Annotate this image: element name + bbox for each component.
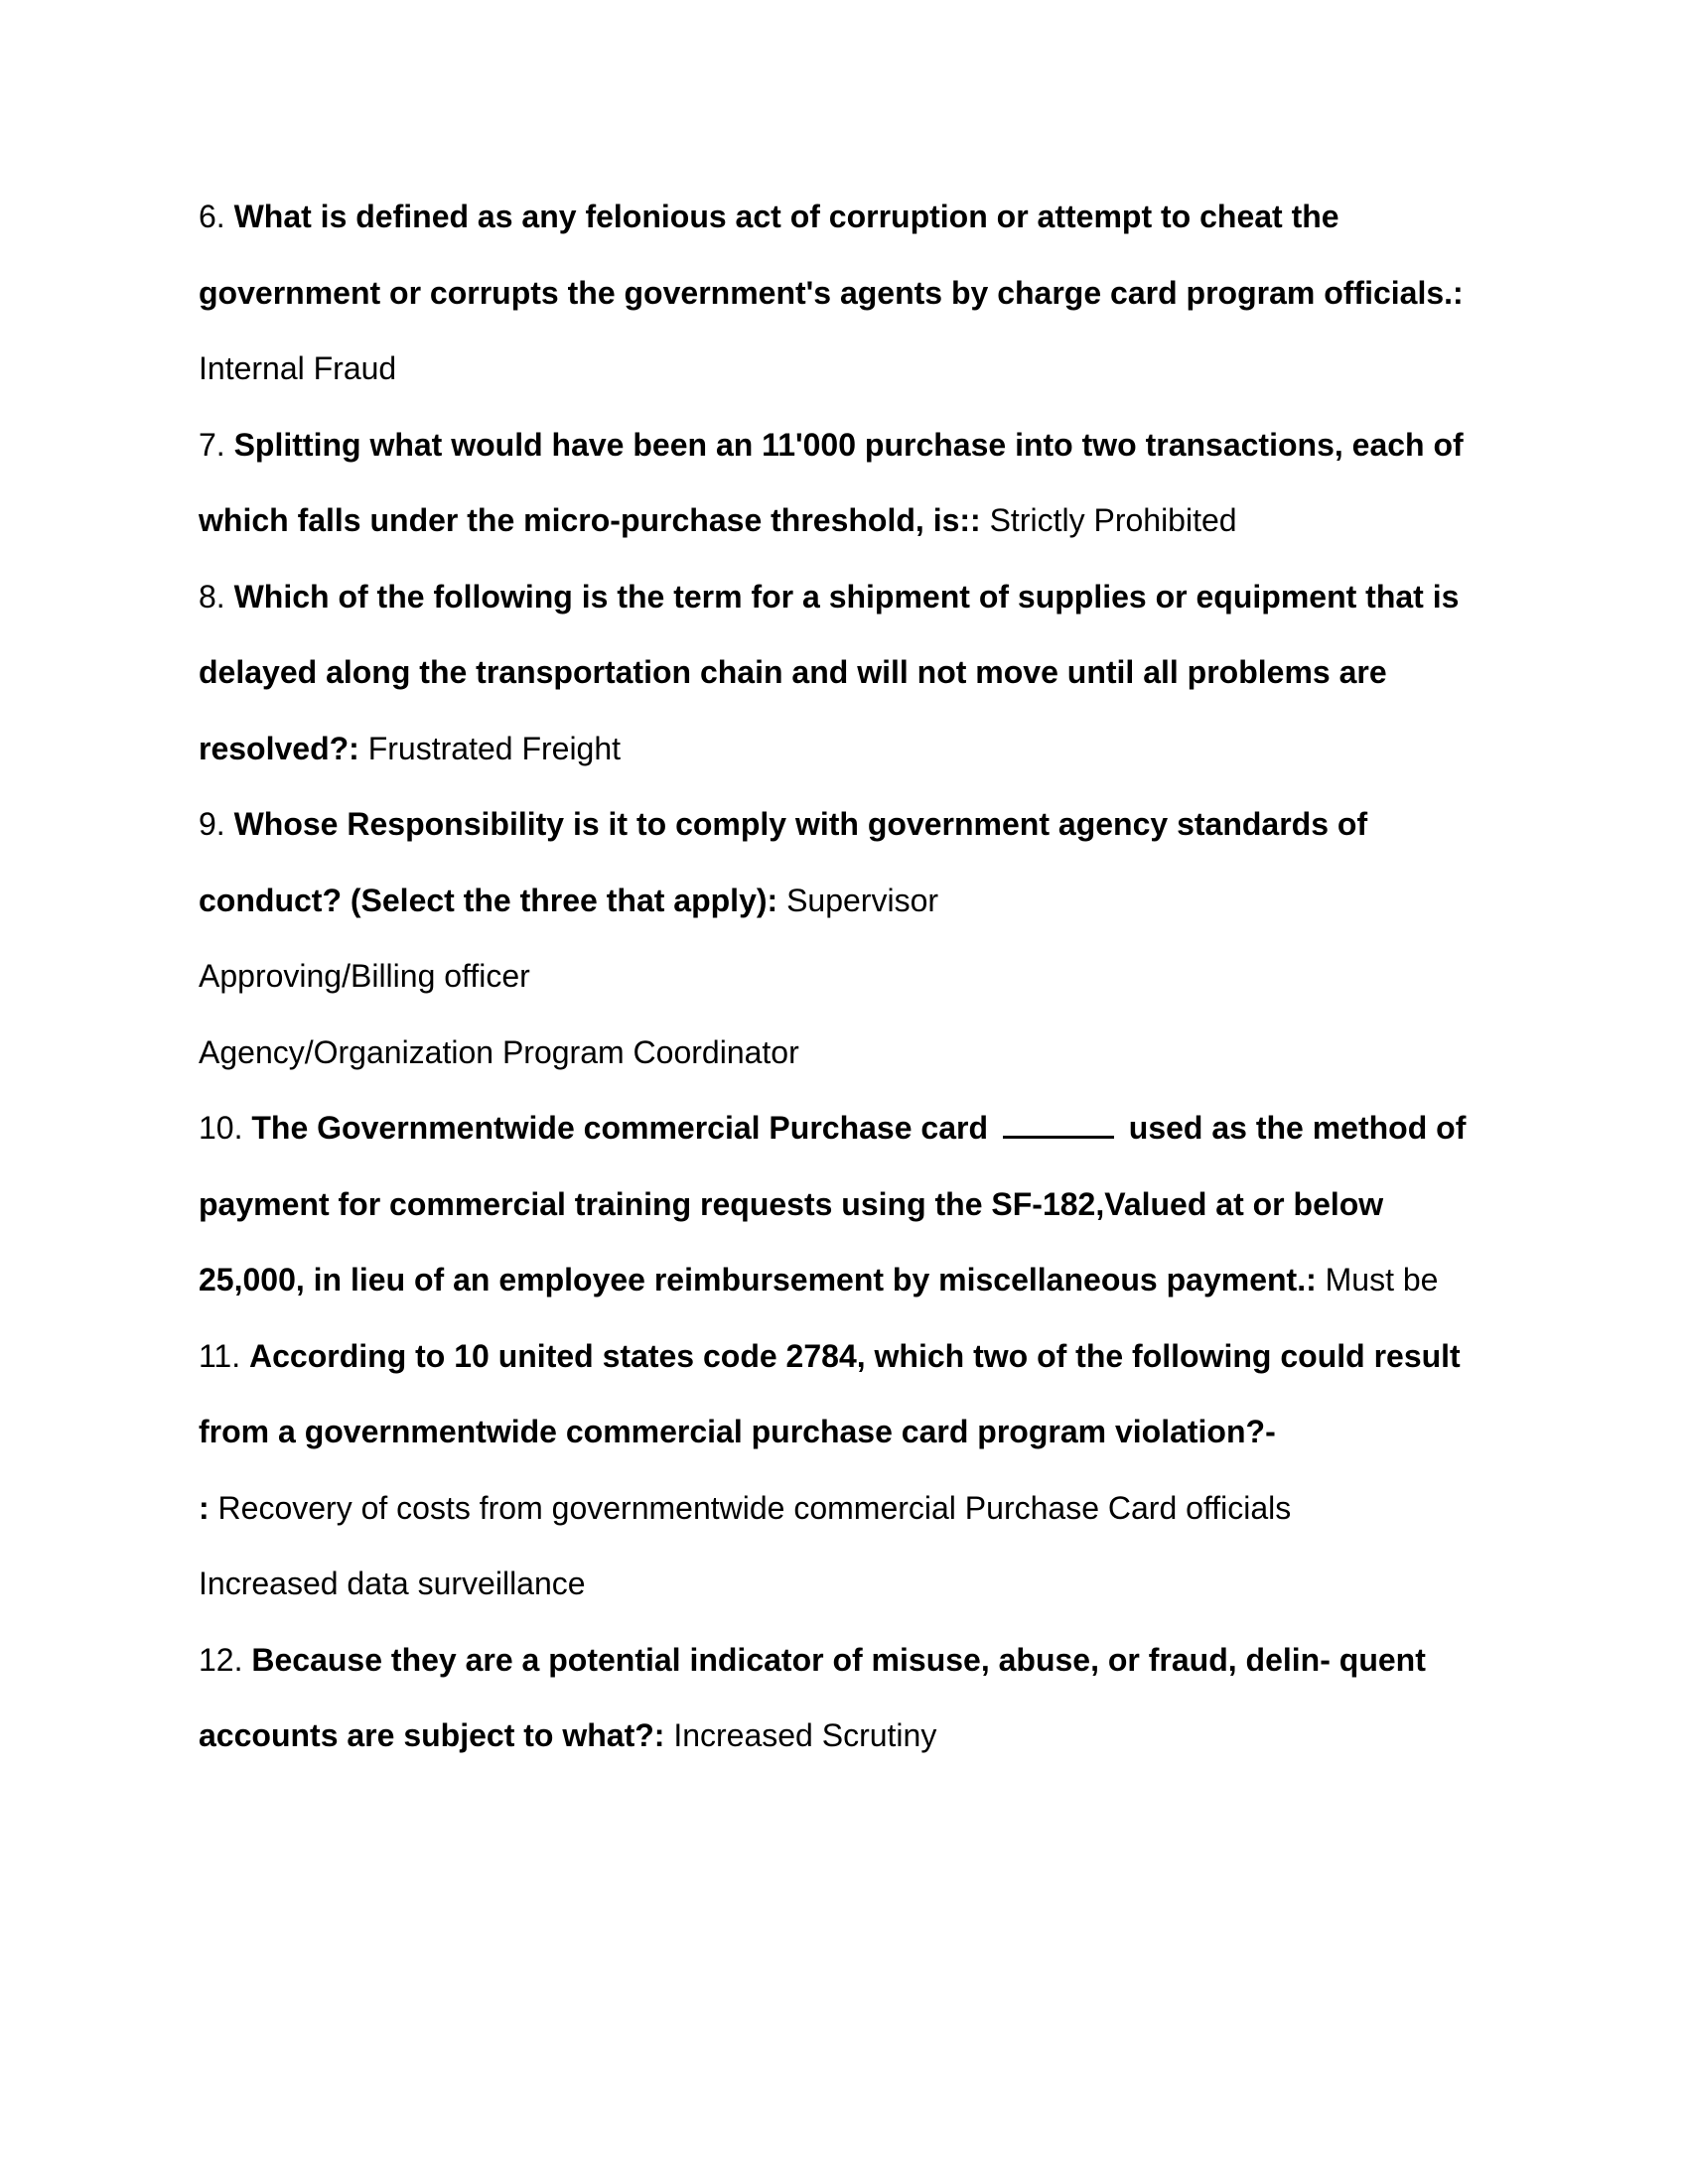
question-text-part1: The Governmentwide commercial Purchase card [251, 1110, 988, 1146]
question-text-tail: : [199, 1489, 210, 1526]
question-text: What is defined as any felonious act of corruption or attempt to cheat the government or corrupts the government's agents by charge card program officials.: [199, 199, 1464, 311]
question-9 [199, 786, 1489, 938]
answer-text: Strictly Prohibited [989, 502, 1237, 538]
question-7 [199, 407, 1489, 559]
question-text: According to 10 united states code 2784, which two of the following could result from a governmentwide commercial purchase card program violation?- [199, 1337, 1461, 1449]
answer-line [199, 1470, 1489, 1547]
question-11 [199, 1318, 1489, 1470]
answer-line: Increased data surveillance [199, 1566, 586, 1601]
question-number: 12. [199, 1641, 243, 1678]
question-number: 8. [199, 578, 225, 614]
fill-in-blank [1003, 1112, 1114, 1139]
answer-text: Increased Scrutiny [673, 1717, 937, 1753]
question-number: 6. [199, 199, 225, 234]
question-text: Whose Responsibility is it to comply with government agency standards of conduct? (Select the three that apply): [199, 806, 1368, 918]
question-6 [199, 179, 1489, 407]
question-number: 7. [199, 426, 225, 463]
question-8 [199, 559, 1489, 787]
question-number: 9. [199, 806, 225, 842]
answer-text: Supervisor [786, 882, 939, 918]
answer-text: Internal Fraud [199, 350, 397, 386]
answer-text: Must be [1325, 1262, 1439, 1297]
question-number: 11. [199, 1337, 241, 1374]
question-number: 10. [199, 1110, 243, 1146]
question-12 [199, 1622, 1489, 1774]
answer-line: Agency/Organization Program Coordinator [199, 1033, 799, 1070]
answer-text: Recovery of costs from governmentwide commercial Purchase Card officials [217, 1489, 1292, 1526]
question-text: Because they are a potential indicator of misuse, abuse, or fraud, delin- quent accounts are subject to what?: [199, 1641, 1426, 1753]
question-10 [199, 1090, 1489, 1318]
question-text: Which of the following is the term for a shipment of supplies or equipment that is delayed along the transportation chain and will not move until all problems are resolved?: [199, 578, 1460, 766]
question-text-part2: used as the method of payment for commercial training requests using the SF-182,Valued at or below 25,000, in lieu of an employee reimbursement by miscellaneous payment.: [199, 1110, 1467, 1297]
question-text: Splitting what would have been an 11'000 purchase into two transactions, each of which falls under the micro-purchase threshold, is:: [199, 426, 1464, 538]
answer-text: Frustrated Freight [367, 730, 622, 766]
answer-line: Approving/Billing officer [199, 958, 530, 994]
study-guide-page [199, 179, 1489, 1774]
